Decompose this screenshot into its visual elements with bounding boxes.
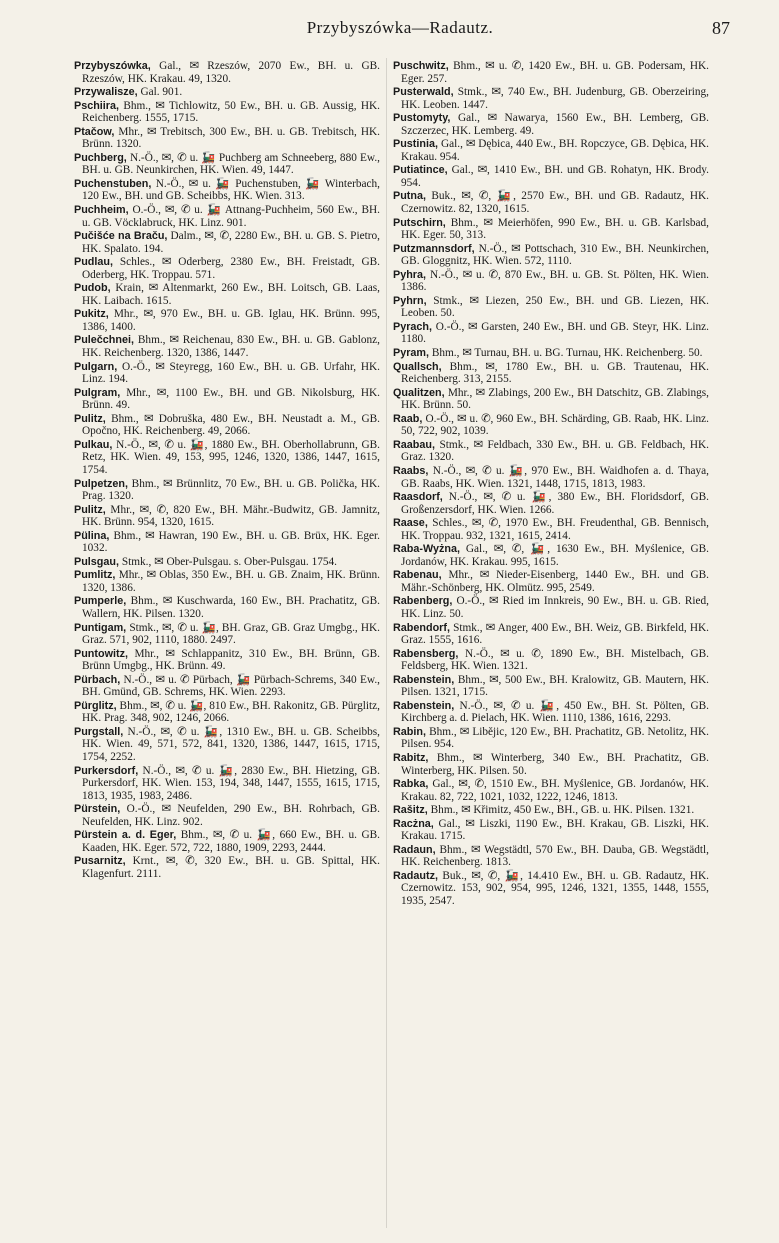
entry-details: Bhm., ✉ Brünnlitz, 70 Ew., BH. u. GB. Polička, HK. Prag. 1320.: [82, 477, 380, 503]
entry-details: Krain, ✉ Altenmarkt, 260 Ew., BH. Loitsch, GB. Laas, HK. Laibach. 1615.: [82, 282, 380, 307]
page-number: 87: [712, 18, 730, 38]
entry-details: Bhm., ✉, 1780 Ew., BH. u. GB. Trautenau, HK. Reichenberg. 313, 2155.: [401, 360, 709, 386]
entry-details: Gal., ✉, 1410 Ew., BH. und GB. Rohatyn, HK. Brody. 954.: [401, 164, 709, 189]
gazetteer-entry: [74, 648, 380, 673]
entry-place-name: Raab,: [393, 412, 423, 425]
gazetteer-entry: [74, 700, 380, 725]
entry-details: Mhr., ✉ Trebitsch, 300 Ew., BH. u. GB. Trebitsch, HK. Brünn. 1320.: [82, 125, 380, 151]
entry-details: Buk., ✉, ✆, 🚂, 2570 Ew., BH. und GB. Radautz, HK. Czernowitz. 82, 1320, 1615.: [401, 190, 709, 216]
entry-place-name: Pulgram,: [74, 386, 121, 399]
entry-place-name: Pustomyty,: [393, 112, 451, 125]
entry-place-name: Racżna,: [393, 817, 434, 830]
entry-place-name: Rabka,: [393, 778, 429, 791]
gazetteer-entry: [393, 491, 709, 516]
entry-place-name: Rabenstein,: [393, 699, 455, 712]
entry-place-name: Puntigam,: [74, 621, 127, 634]
entry-details: N.-Ö., ✉, ✆ u. 🚂 Puchberg am Schneeberg, 880 Ew., BH. u. GB. Neunkirchen, HK. Wien. 49, 1447.: [82, 151, 380, 177]
entry-place-name: Qualitzen,: [393, 386, 445, 399]
entry-details: Gal., ✉, ✆, 🚂, 1630 Ew., BH. Myślenice, GB. Jordanów, HK. Krakau. 995, 1615.: [401, 543, 709, 568]
entry-details: Bhm., ✉ Meierhöfen, 990 Ew., BH. u. GB. Karlsbad, HK. Eger. 50, 313.: [401, 216, 709, 242]
entry-place-name: Pyrach,: [393, 320, 433, 333]
entry-details: N.-Ö., ✉, ✆ u. 🚂, 1310 Ew., BH. u. GB. Scheibbs, HK. Wien. 49, 571, 572, 841, 1320, 1386, 1447, 1615, 1715, 1754, 2252.: [82, 725, 380, 763]
gazetteer-entry: [393, 295, 709, 320]
gazetteer-entry: [74, 504, 380, 529]
entry-details: Stmk., ✉ Liezen, 250 Ew., BH. und GB. Liezen, HK. Leoben. 50.: [401, 294, 709, 320]
gazetteer-entry: [74, 569, 380, 594]
entry-place-name: Pulitz,: [74, 503, 106, 516]
entry-place-name: Pumperle,: [74, 595, 127, 608]
entry-place-name: Putzmannsdorf,: [393, 242, 475, 255]
gazetteer-entry: [393, 269, 709, 294]
gazetteer-entry: [74, 204, 380, 229]
entry-place-name: Pulpetzen,: [74, 477, 128, 490]
entry-details: Stmk., ✉, 740 Ew., BH. Judenburg, GB. Oberzeiring, HK. Leoben. 1447.: [401, 86, 709, 111]
entry-place-name: Pyhra,: [393, 268, 427, 281]
entry-details: Mhr., ✉ Schlappanitz, 310 Ew., BH. Brünn, GB. Brünn Umgbg., HK. Brünn. 49.: [82, 647, 380, 673]
gazetteer-entry: [393, 674, 709, 699]
gazetteer-entry: [74, 308, 380, 333]
entry-details: N.-Ö., ✉, ✆ u. 🚂, 450 Ew., BH. St. Pölten, GB. Kirchberg a. d. Pielach, HK. Wien. 1110, 1386, 1616, 2293.: [401, 699, 709, 725]
entry-place-name: Przybyszówka,: [74, 60, 151, 72]
gazetteer-entry: [74, 765, 380, 803]
running-title: Przybyszówka—Radautz.: [306, 18, 494, 37]
entry-place-name: Rabenstein,: [393, 673, 455, 686]
gazetteer-entry: [393, 439, 709, 464]
entry-details: Gal., ✉ Rzeszów, 2070 Ew., BH. u. GB. Rzeszów, HK. Krakau. 49, 1320.: [82, 60, 380, 85]
gazetteer-entry: [393, 700, 709, 725]
entry-place-name: Puschwitz,: [393, 60, 449, 72]
entry-place-name: Pumlitz,: [74, 569, 116, 582]
entry-details: N.-Ö., ✉ u. 🚂 Puchenstuben, 🚂 Winterbach, 120 Ew., BH. und GB. Scheibbs, HK. Wien. 313.: [82, 177, 380, 203]
gazetteer-entry: [393, 86, 709, 111]
entry-details: Mhr., ✉ Oblas, 350 Ew., BH. u. GB. Znaim, HK. Brünn. 1320, 1386.: [82, 569, 380, 594]
entry-details: Bhm., ✉, 500 Ew., BH. Kralowitz, GB. Mautern, HK. Pilsen. 1321, 1715.: [401, 673, 709, 699]
entry-place-name: Rabitz,: [393, 751, 429, 764]
gazetteer-entry: [393, 347, 709, 360]
entry-place-name: Pučišće na Braču,: [74, 230, 168, 243]
entry-place-name: Raasdorf,: [393, 491, 443, 504]
entry-place-name: Putschirn,: [393, 216, 446, 229]
column-divider: [386, 58, 387, 1228]
gazetteer-entry: [393, 112, 709, 137]
entry-details: Bhm., ✉ Hawran, 190 Ew., BH. u. GB. Brüx, HK. Eger. 1032.: [82, 529, 380, 555]
gazetteer-entry: [393, 543, 709, 568]
gazetteer-entry: [393, 361, 709, 386]
entry-details: Mhr., ✉, ✆, 820 Ew., BH. Mähr.-Budwitz, GB. Jamnitz, HK. Brünn. 954, 1320, 1615.: [82, 503, 380, 529]
gazetteer-entry: [393, 569, 709, 594]
gazetteer-entry: [74, 595, 380, 620]
entry-place-name: Raabs,: [393, 464, 429, 477]
entry-place-name: Raba-Wyżna,: [393, 543, 460, 556]
entry-details: Gal., ✉, ✆, 1510 Ew., BH. Myślenice, GB. Jordanów, HK. Krakau. 82, 722, 1021, 1032, 1222, 1246, 1813.: [401, 778, 709, 803]
entry-place-name: Pusarnitz,: [74, 855, 126, 868]
entry-place-name: Pulsgau,: [74, 555, 119, 568]
gazetteer-entry: [74, 256, 380, 281]
gazetteer-entry: [393, 413, 709, 438]
entry-place-name: Puchberg,: [74, 151, 127, 164]
entry-details: N.-Ö., ✉ u. ✆, 1890 Ew., BH. Mistelbach, GB. Feldsberg, HK. Wien. 1321.: [401, 647, 709, 673]
entry-details: N.-Ö., ✉ u. ✆, 870 Ew., BH. u. GB. St. Pölten, HK. Wien. 1386.: [401, 268, 709, 294]
entry-place-name: Pustinia,: [393, 138, 438, 151]
gazetteer-entry: [393, 844, 709, 869]
gazetteer-entry: [74, 86, 380, 99]
entry-details: O.-Ö., ✉ u. ✆, 960 Ew., BH. Schärding, GB. Raab, HK. Linz. 50, 722, 902, 1039.: [401, 412, 709, 438]
entry-details: N.-Ö., ✉, ✆ u. 🚂, 1880 Ew., BH. Oberhollabrunn, GB. Retz, HK. Wien. 49, 153, 995, 1246, 1320, 1386, 1447, 1615, 1754.: [82, 438, 380, 476]
gazetteer-entry: [74, 152, 380, 177]
entry-details: N.-Ö., ✉, ✆ u. 🚂, 2830 Ew., BH. Hietzing, GB. Purkersdorf, HK. Wien. 153, 194, 348, 1447, 1555, 1615, 1715, 1813, 1935, 1983, 2486.: [82, 764, 380, 802]
entry-place-name: Radautz,: [393, 869, 438, 882]
entry-place-name: Pulkau,: [74, 438, 113, 451]
entry-place-name: Purkersdorf,: [74, 764, 139, 777]
entry-place-name: Puntowitz,: [74, 647, 128, 660]
entry-place-name: Pürglitz,: [74, 699, 117, 712]
entry-details: Bhm., ✉ Kuschwarda, 160 Ew., BH. Prachatitz, GB. Wallern, HK. Pilsen. 1320.: [82, 595, 380, 620]
entry-details: Bhm., ✉ Turnau, BH. u. BG. Turnau, HK. Reichenberg. 50.: [429, 347, 703, 360]
entry-details: O.-Ö., ✉ Garsten, 240 Ew., BH. und GB. Steyr, HK. Linz. 1180.: [401, 320, 709, 346]
gazetteer-entry: [393, 217, 709, 242]
entry-place-name: Pürstein a. d. Eger,: [74, 829, 177, 842]
gazetteer-entry: [74, 126, 380, 151]
gazetteer-entry: [74, 530, 380, 555]
entry-details: Gal., ✉ Liszki, 1190 Ew., BH. Krakau, GB. Liszki, HK. Krakau. 1715.: [401, 817, 709, 843]
entry-details: Gal., ✉ Dębica, 440 Ew., BH. Ropczyce, GB. Dębica, HK. Krakau. 954.: [401, 138, 709, 163]
gazetteer-entry: [393, 60, 709, 85]
entry-details: Dalm., ✉, ✆, 2280 Ew., BH. u. GB. S. Pietro, HK. Spalato. 194.: [82, 230, 380, 255]
entry-place-name: Rašitz,: [393, 804, 428, 817]
right-column: [393, 60, 709, 1230]
entry-place-name: Pulečchnei,: [74, 334, 135, 347]
gazetteer-entry: [74, 387, 380, 412]
entry-place-name: Pschiira,: [74, 99, 120, 112]
entry-details: Bhm., ✉ Dobruška, 480 Ew., BH. Neustadt a. M., GB. Opočno, HK. Reichenberg. 49, 2066.: [82, 412, 380, 438]
entry-details: O.-Ö., ✉, ✆ u. 🚂 Attnang-Puchheim, 560 Ew., BH. u. GB. Vöcklabruck, HK. Linz. 901.: [82, 204, 380, 229]
entry-place-name: Puchenstuben,: [74, 177, 152, 190]
gazetteer-entry: [393, 870, 709, 908]
gazetteer-entry: [393, 622, 709, 647]
entry-details: Stmk., ✉, ✆ u. 🚂, BH. Graz, GB. Graz Umgbg., HK. Graz. 571, 902, 1110, 1880. 2497.: [82, 621, 380, 647]
entry-details: O.-Ö., ✉ Ried im Innkreis, 90 Ew., BH. u. GB. Ried, HK. Linz. 50.: [401, 595, 709, 620]
entry-details: Stmk., ✉ Ober-Pulsgau. s. Ober-Pulsgau. 1754.: [119, 555, 337, 568]
entry-place-name: Pudlau,: [74, 256, 113, 269]
gazetteer-entry: [74, 478, 380, 503]
entry-details: Bhm., ✉ Reichenau, 830 Ew., BH. u. GB. Gablonz, HK. Reichenberg. 1320, 1386, 1447.: [82, 334, 380, 360]
entry-place-name: Pulgarn,: [74, 360, 118, 373]
entry-place-name: Raase,: [393, 517, 428, 530]
entry-details: Bhm., ✉ Tichlowitz, 50 Ew., BH. u. GB. Aussig, HK. Reichenberg. 1555, 1715.: [82, 99, 380, 125]
gazetteer-entry: [393, 321, 709, 346]
entry-place-name: Pürstein,: [74, 803, 121, 816]
entry-details: N.-Ö., ✉ u. ✆ Pürbach, 🚂 Pürbach-Schrems, 340 Ew., BH. Gmünd, GB. Schrems, HK. Wien. 2293.: [82, 673, 380, 699]
entry-details: Mhr., ✉, 1100 Ew., BH. und GB. Nikolsburg, HK. Brünn. 49.: [82, 386, 380, 412]
gazetteer-entry: [74, 230, 380, 255]
gazetteer-entry: [393, 818, 709, 843]
entry-details: N.-Ö., ✉, ✆ u. 🚂, 380 Ew., BH. Floridsdorf, GB. Großenzersdorf, HK. Wien. 1266.: [401, 491, 709, 516]
gazetteer-entry: [74, 726, 380, 764]
entry-place-name: Rabenberg,: [393, 595, 453, 608]
entry-place-name: Raabau,: [393, 438, 436, 451]
entry-details: O.-Ö., ✉ Steyregg, 160 Ew., BH. u. GB. Urfahr, HK. Linz. 194.: [82, 360, 380, 386]
gazetteer-entry: [74, 100, 380, 125]
gazetteer-entry: [74, 855, 380, 880]
gazetteer-entry: [74, 439, 380, 477]
entry-details: Bhm., ✉ Winterberg, 340 Ew., BH. Prachatitz, GB. Winterberg, HK. Pilsen. 50.: [401, 751, 709, 777]
gazetteer-entry: [393, 648, 709, 673]
entry-place-name: Przywalisze,: [74, 86, 138, 99]
entry-place-name: Pyram,: [393, 347, 430, 360]
entry-place-name: Pulitz,: [74, 412, 106, 425]
entry-place-name: Radaun,: [393, 843, 436, 856]
entry-details: N.-Ö., ✉ Pottschach, 310 Ew., BH. Neunkirchen, GB. Gloggnitz, HK. Wien. 572, 1110.: [401, 242, 709, 268]
entry-place-name: Pürbach,: [74, 673, 121, 686]
entry-details: Bhm., ✉ u. ✆, 1420 Ew., BH. u. GB. Podersam, HK. Eger. 257.: [401, 60, 709, 85]
entry-details: Bhm., ✉ Libějic, 120 Ew., BH. Prachatitz, GB. Netolitz, HK. Pilsen. 954.: [401, 725, 709, 751]
entry-details: Bhm., ✉, ✆ u. 🚂, 660 Ew., BH. u. GB. Kaaden, HK. Eger. 572, 722, 1880, 1909, 2293, 2444.: [82, 829, 380, 854]
gazetteer-entry: [393, 387, 709, 412]
entry-details: Krnt., ✉, ✆, 320 Ew., BH. u. GB. Spittal, HK. Klagenfurt. 2111.: [82, 855, 380, 880]
gazetteer-entry: [74, 413, 380, 438]
gazetteer-entry: [393, 243, 709, 268]
entry-details: Schles., ✉ Oderberg, 2380 Ew., BH. Freistadt, GB. Oderberg, HK. Troppau. 571.: [82, 256, 380, 281]
gazetteer-entry: [393, 752, 709, 777]
entry-place-name: Pusterwald,: [393, 86, 454, 99]
gazetteer-entry: [393, 517, 709, 542]
entry-place-name: Pukitz,: [74, 308, 109, 321]
entry-details: Mhr., ✉, 970 Ew., BH. u. GB. Iglau, HK. Brünn. 995, 1386, 1400.: [82, 308, 380, 333]
entry-details: Gal., ✉ Nawarya, 1560 Ew., BH. Lemberg, GB. Szczerzec, HK. Lemberg. 49.: [401, 112, 709, 137]
entry-place-name: Rabin,: [393, 725, 426, 738]
gazetteer-entry: [393, 778, 709, 803]
entry-place-name: Rabensberg,: [393, 647, 459, 660]
entry-details: Mhr., ✉ Zlabings, 200 Ew., BH Datschitz, GB. Zlabings, HK. Brünn. 50.: [401, 386, 709, 412]
gazetteer-entry: [74, 282, 380, 307]
gazetteer-entry: [393, 804, 709, 817]
entry-place-name: Puchheim,: [74, 204, 129, 217]
entry-place-name: Pülina,: [74, 529, 110, 542]
gazetteer-entry: [74, 674, 380, 699]
entry-details: Schles., ✉, ✆, 1970 Ew., BH. Freudenthal, GB. Bennisch, HK. Troppau. 932, 1321, 1615, 2414.: [401, 517, 709, 542]
gazetteer-entry: [393, 465, 709, 490]
gazetteer-entry: [393, 164, 709, 189]
page-header: [70, 14, 730, 44]
gazetteer-entry: [74, 829, 380, 854]
entry-place-name: Quallsch,: [393, 360, 442, 373]
gazetteer-entry: [74, 334, 380, 359]
gazetteer-entry: [74, 361, 380, 386]
entry-details: Mhr., ✉ Nieder-Eisenberg, 1440 Ew., BH. und GB. Mähr.-Schönberg, HK. Olmütz. 995, 2549.: [401, 569, 709, 594]
gazetteer-entry: [74, 556, 380, 569]
entry-place-name: Putiatince,: [393, 164, 448, 177]
gazetteer-entry: [393, 595, 709, 620]
entry-details: Bhm., ✉ Křimitz, 450 Ew., BH., GB. u. HK. Pilsen. 1321.: [427, 804, 695, 817]
entry-details: N.-Ö., ✉, ✆ u. 🚂, 970 Ew., BH. Waidhofen a. d. Thaya, GB. Raabs, HK. Wien. 1321, 1448, 1715, 1813, 1983.: [401, 464, 709, 490]
gazetteer-entry: [74, 178, 380, 203]
entry-place-name: Rabenau,: [393, 569, 442, 582]
gazetteer-entry: [393, 726, 709, 751]
entry-details: Gal. 901.: [137, 86, 183, 99]
gazetteer-entry: [393, 190, 709, 215]
entry-place-name: Purgstall,: [74, 725, 124, 738]
entry-details: Buk., ✉, ✆, 🚂, 14.410 Ew., BH. u. GB. Radautz, HK. Czernowitz. 153, 902, 954, 995, 1246, 1321, 1355, 1448, 1555, 1935, 2547.: [401, 869, 709, 907]
entry-details: Bhm., ✉ Wegstädtl, 570 Ew., BH. Dauba, GB. Wegstädtl, HK. Reichenberg. 1813.: [401, 843, 709, 869]
entry-details: O.-Ö., ✉ Neufelden, 290 Ew., BH. Rohrbach, GB. Neufelden, HK. Linz. 902.: [82, 803, 380, 828]
entry-place-name: Pudob,: [74, 282, 111, 295]
gazetteer-entry: [74, 622, 380, 647]
entry-place-name: Putna,: [393, 190, 426, 203]
left-column: [74, 60, 380, 1230]
entry-place-name: Ptačow,: [74, 125, 115, 138]
gazetteer-entry: [74, 60, 380, 85]
entry-place-name: Pyhrn,: [393, 294, 427, 307]
gazetteer-entry: [74, 803, 380, 828]
entry-place-name: Rabendorf,: [393, 621, 450, 634]
entry-details: Bhm., ✉, ✆ u. 🚂, 810 Ew., BH. Rakonitz, GB. Pürglitz, HK. Prag. 348, 902, 1246, 2066.: [82, 699, 380, 725]
entry-details: Stmk., ✉ Feldbach, 330 Ew., BH. u. GB. Feldbach, HK. Graz. 1320.: [401, 438, 709, 464]
entry-details: Stmk., ✉ Anger, 400 Ew., BH. Weiz, GB. Birkfeld, HK. Graz. 1555, 1616.: [401, 621, 709, 647]
gazetteer-entry: [393, 138, 709, 163]
